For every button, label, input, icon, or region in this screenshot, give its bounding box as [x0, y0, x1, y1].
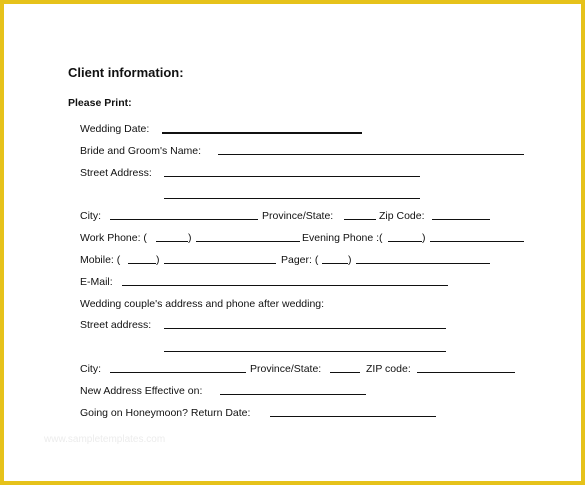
pager-field[interactable] [356, 263, 490, 264]
honeymoon-field[interactable] [270, 416, 436, 417]
zip-code-field[interactable] [432, 219, 490, 220]
street-address-2-field[interactable] [164, 328, 446, 329]
work-phone-field[interactable] [196, 241, 300, 242]
email-field[interactable] [122, 285, 448, 286]
mobile-paren: ) [156, 254, 160, 266]
street-address-label: Street Address: [80, 167, 152, 179]
zip-code-2-field[interactable] [417, 372, 515, 373]
honeymoon-label: Going on Honeymoon? Return Date: [80, 407, 251, 419]
province-state-field[interactable] [344, 219, 376, 220]
street-address-field[interactable] [164, 176, 420, 177]
mobile-field[interactable] [164, 263, 276, 264]
street-address-2-field-line2[interactable] [164, 351, 446, 352]
pager-label: Pager: ( [281, 254, 319, 266]
form-title: Client information: [68, 65, 184, 80]
work-phone-area-field[interactable] [156, 241, 188, 242]
email-label: E-Mail: [80, 276, 113, 288]
bride-groom-label: Bride and Groom's Name: [80, 145, 202, 157]
street-address-field-line2[interactable] [164, 198, 420, 199]
work-phone-label: Work Phone: ( [80, 232, 147, 244]
watermark: www.sampletemplates.com [44, 434, 166, 445]
evening-phone-paren: ) [422, 232, 426, 244]
city-2-label: City: [80, 363, 101, 375]
mobile-label: Mobile: ( [80, 254, 121, 266]
pager-paren: ) [348, 254, 352, 266]
wedding-date-field[interactable] [162, 132, 362, 134]
bride-groom-field[interactable] [218, 154, 524, 155]
pager-area-field[interactable] [322, 263, 348, 264]
new-address-field[interactable] [220, 394, 366, 395]
mobile-area-field[interactable] [128, 263, 156, 264]
work-phone-paren: ) [188, 232, 192, 244]
city-2-field[interactable] [110, 372, 246, 373]
wedding-date-label: Wedding Date: [80, 123, 150, 135]
please-print-label: Please Print: [68, 97, 132, 109]
evening-phone-label: Evening Phone :( [302, 232, 383, 244]
evening-phone-area-field[interactable] [388, 241, 422, 242]
zip-code-label: Zip Code: [379, 210, 425, 222]
after-wedding-label: Wedding couple's address and phone after wedding: [80, 298, 325, 310]
province-state-2-label: Province/State: [250, 363, 322, 375]
province-state-2-field[interactable] [330, 372, 360, 373]
evening-phone-field[interactable] [430, 241, 524, 242]
street-address-2-label: Street address: [80, 319, 152, 331]
new-address-label: New Address Effective on: [80, 385, 203, 397]
province-state-label: Province/State: [262, 210, 334, 222]
city-label: City: [80, 210, 101, 222]
city-field[interactable] [110, 219, 258, 220]
zip-code-2-label: ZIP code: [366, 363, 411, 375]
